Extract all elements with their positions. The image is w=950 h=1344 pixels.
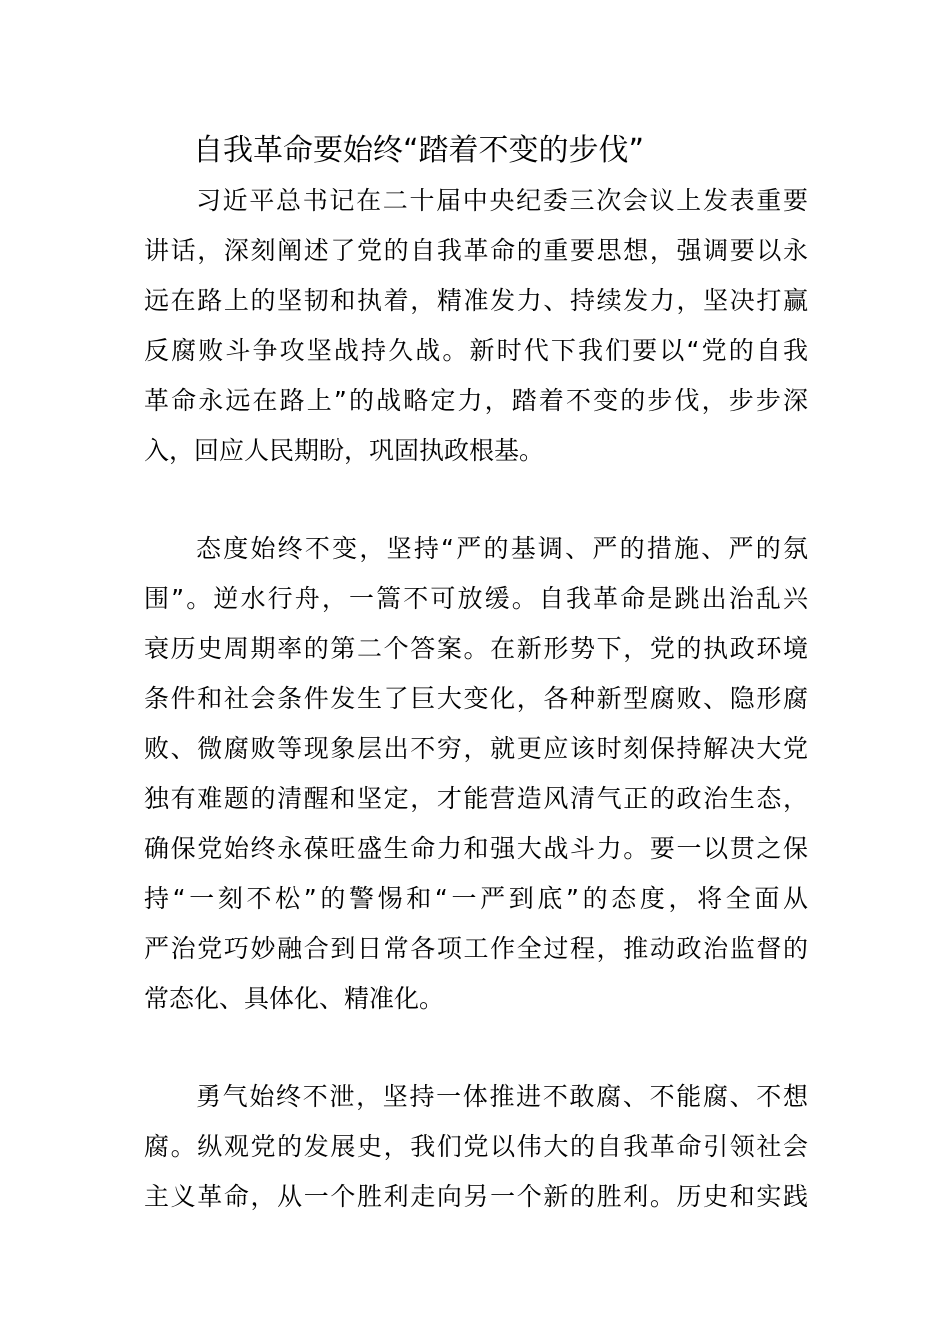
text-line: 围”。逆水行舟，一篙不可放缓。自我革命是跳出治乱兴 bbox=[144, 584, 808, 613]
text-line: 持“一刻不松”的警惕和“一严到底”的态度，将全面从 bbox=[144, 884, 808, 913]
text-line: 常态化、具体化、精准化。 bbox=[144, 984, 445, 1013]
text-line: 衰历史周期率的第二个答案。在新形势下，党的执政环境 bbox=[144, 634, 808, 663]
document-title: 自我革命要始终“踏着不变的步伐” bbox=[193, 133, 645, 168]
text-line: 独有难题的清醒和坚定，才能营造风清气正的政治生态， bbox=[144, 784, 808, 813]
text-line: 勇气始终不泄，坚持一体推进不敢腐、不能腐、不想 bbox=[196, 1082, 808, 1111]
text-line: 革命永远在路上”的战略定力，踏着不变的步伐，步步深 bbox=[144, 386, 808, 415]
text-line: 讲话，深刻阐述了党的自我革命的重要思想，强调要以永 bbox=[144, 236, 808, 265]
text-line: 入，回应人民期盼，巩固执政根基。 bbox=[144, 436, 545, 465]
text-line: 反腐败斗争攻坚战持久战。新时代下我们要以“党的自我 bbox=[144, 336, 808, 365]
text-line: 主义革命，从一个胜利走向另一个新的胜利。历史和实践 bbox=[144, 1182, 808, 1211]
text-line: 严治党巧妙融合到日常各项工作全过程，推动政治监督的 bbox=[144, 934, 808, 963]
text-line: 条件和社会条件发生了巨大变化，各种新型腐败、隐形腐 bbox=[144, 684, 808, 713]
text-line: 态度始终不变，坚持“严的基调、严的措施、严的氛 bbox=[196, 534, 808, 563]
text-line: 习近平总书记在二十届中央纪委三次会议上发表重要 bbox=[196, 186, 808, 215]
text-line: 确保党始终永葆旺盛生命力和强大战斗力。要一以贯之保 bbox=[144, 834, 808, 863]
paragraph-1 bbox=[144, 176, 808, 476]
text-line: 远在路上的坚韧和执着，精准发力、持续发力，坚决打赢 bbox=[144, 286, 808, 315]
paragraph-2 bbox=[144, 524, 808, 1024]
text-line: 败、微腐败等现象层出不穷，就更应该时刻保持解决大党 bbox=[144, 734, 808, 763]
paragraph-3 bbox=[144, 1072, 808, 1222]
text-line: 腐。纵观党的发展史，我们党以伟大的自我革命引领社会 bbox=[144, 1132, 808, 1161]
